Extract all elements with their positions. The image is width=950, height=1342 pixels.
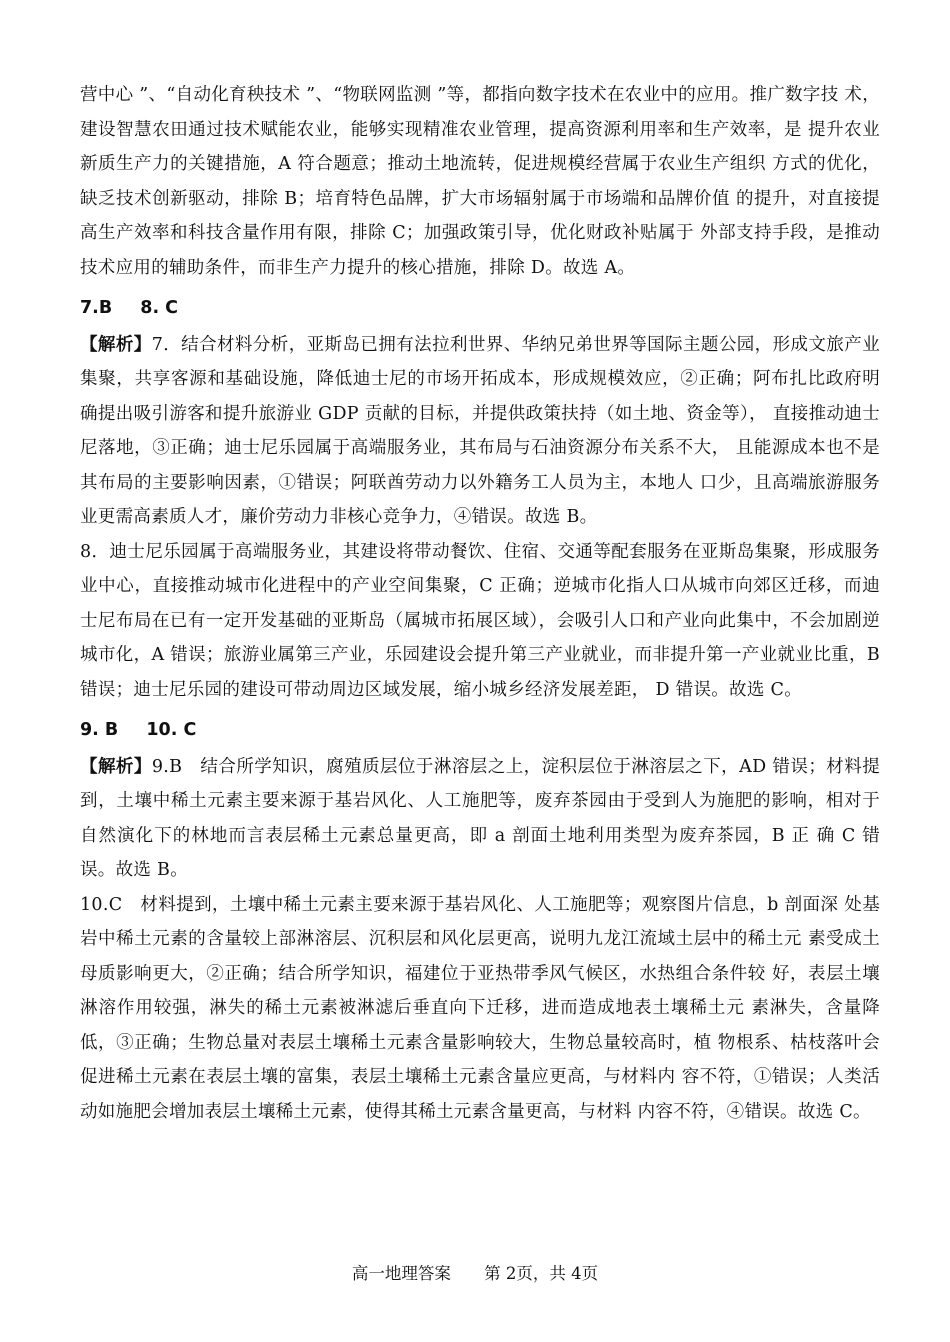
answer-10: 10. C [146,720,197,740]
page-footer [0,1260,950,1284]
paragraph-q10-explanation: 10.C 材料提到，土壤中稀土元素主要来源于基岩风化、人工施肥等；观察图片信息，b 剖面深 处基岩中稀土元素的含量较上部淋溶层、沉积层和风化层更高，说明九龙江流域土层中的稀土元 素受成土母质影响更大，②正确；结合所学知识，福建位于亚热带季风气候区，水热组合条件较 好，表层土壤淋溶作用较强，淋失的稀土元素被淋滤后垂直向下迁移，进而造成地表土壤稀土元 素淋失，含量降低，③正确；生物总量对表层土壤稀土元素含量影响较大，生物总量较高时，植 物根系、枯枝落叶会促进稀土元素在表层土壤的富集，表层土壤稀土元素含量应更高，与材料内 容不符，①错误；人类活动如施肥会增加表层土壤稀土元素，使得其稀土元素含量更高，与材料 内容不符，④错误。故选 C。 [80,894,880,1122]
paragraph-q7-explanation [80,328,880,535]
analysis-label: 【解析】 [80,334,152,355]
answer-heading-7-8 [80,291,880,326]
paragraph-q9-explanation [80,750,880,888]
answer-7: 7.B [80,298,113,318]
answer-heading-9-10 [80,713,880,748]
page-number: 第 2页，共 4页 [484,1264,599,1283]
answer-9: 9. B [80,720,119,740]
q9-text: 9.B 结合所学知识，腐殖质层位于淋溶层之上，淀积层位于淋溶层之下，AD 错误；材料提到，土壤中稀土元素主要来源于基岩风化、人工施肥等，废弃茶园由于受到人为施肥的影响，相对于自然演化下的林地而言表层稀土元素总量更高，即 a 剖面土地利用类型为废弃茶园，B 正 确 C 错误。故选 B。 [80,756,881,880]
analysis-label: 【解析】 [80,756,152,777]
answer-8: 8. C [140,298,179,318]
document-body [80,78,880,1129]
footer-title: 高一地理答案 [351,1264,451,1283]
paragraph-q6-explanation: 营中心 ”、“自动化育秧技术 ”、“物联网监测 ”等，都指向数字技术在农业中的应用。推广数字技 术，建设智慧农田通过技术赋能农业，能够实现精准农业管理，提高资源利用率和生产效率，是 提升农业新质生产力的关键措施，A 符合题意；推动土地流转，促进规模经营属于农业生产组织 方式的优化，缺乏技术创新驱动，排除 B；培育特色品牌，扩大市场辐射属于市场端和品牌价值 的提升，对直接提高生产效率和科技含量作用有限，排除 C；加强政策引导，优化财政补贴属于 外部支持手段，是推动技术应用的辅助条件，而非生产力提升的核心措施，排除 D。故选 A。 [80,85,880,278]
q7-text: 7．结合材料分析，亚斯岛已拥有法拉利世界、华纳兄弟世界等国际主题公园，形成文旅产业集聚，共享客源和基础设施，降低迪士尼的市场开拓成本，形成规模效应，②正确；阿布扎比政府明确提出吸引游客和提升旅游业 GDP 贡献的目标，并提供政策扶持（如土地、资金等）， 直接推动迪士尼落地，③正确；迪士尼乐园属于高端服务业，其布局与石油资源分布关系不大， 且能源成本也不是其布局的主要影响因素，①错误；阿联酋劳动力以外籍务工人员为主，本地人 口少，且高端旅游服务业更需高素质人才，廉价劳动力非核心竞争力，④错误。故选 B。 [80,334,880,527]
paragraph-q8-explanation: 8．迪士尼乐园属于高端服务业，其建设将带动餐饮、住宿、交通等配套服务在亚斯岛集聚，形成服务业中心，直接推动城市化进程中的产业空间集聚，C 正确；逆城市化指人口从城市向郊区迁移，而迪士尼布局在已有一定开发基础的亚斯岛（属城市拓展区域），会吸引人口和产业向此集中，不会加剧逆城市化，A 错误；旅游业属第三产业，乐园建设会提升第三产业就业，而非提升第一产业就业比重，B 错误；迪士尼乐园的建设可带动周边区域发展，缩小城乡经济发展差距， D 错误。故选 C。 [80,541,880,700]
